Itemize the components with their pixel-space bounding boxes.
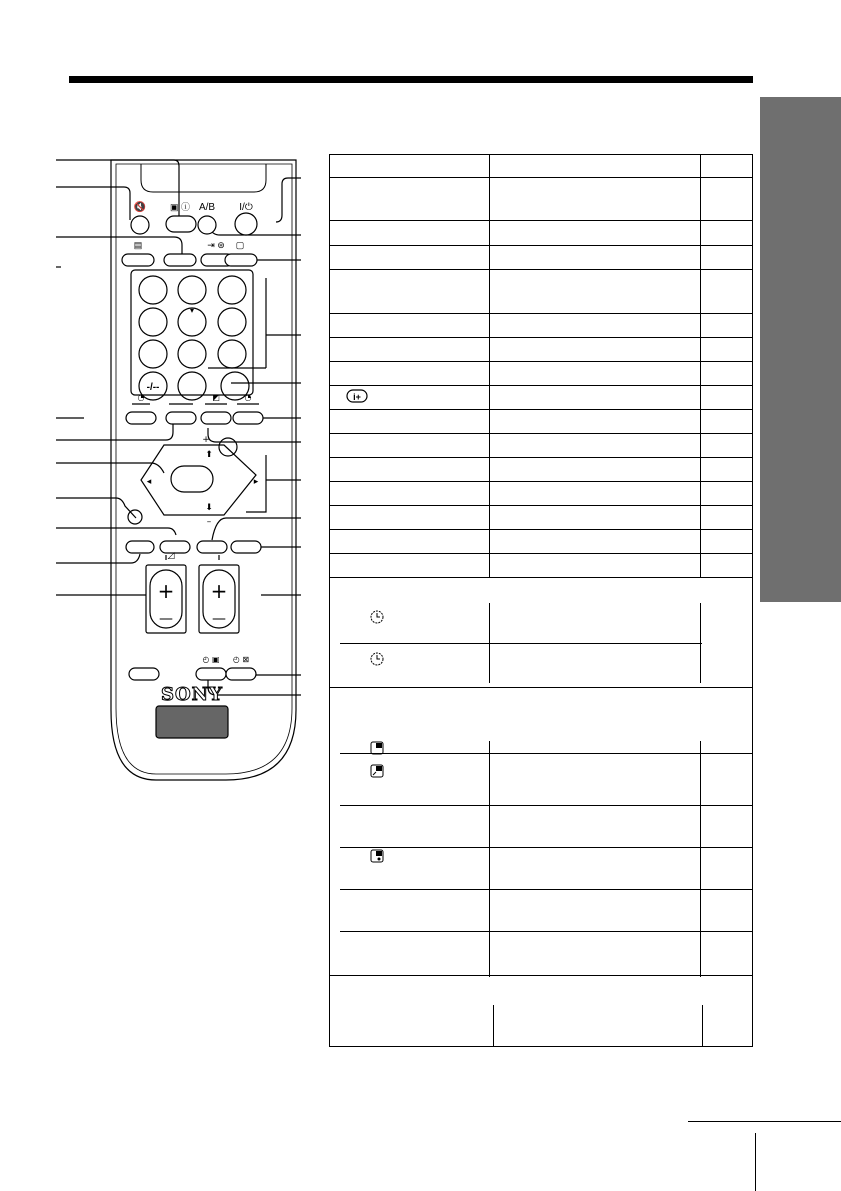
tv-button	[164, 254, 196, 266]
svg-text:◔: ◔	[244, 393, 252, 402]
svg-text:⬇: ⬇	[205, 503, 213, 513]
button-function-table	[329, 154, 753, 1047]
screen-button	[225, 254, 257, 266]
mute-button	[131, 216, 149, 234]
svg-text:▾: ▾	[189, 306, 195, 315]
svg-text:+: +	[210, 579, 228, 603]
svg-text:▣ ⓘ: ▣ ⓘ	[169, 202, 191, 212]
svg-text:◂: ◂	[146, 477, 152, 487]
svg-text:◩: ◩	[212, 393, 220, 402]
section-side-tab	[760, 97, 841, 602]
svg-text:◴ ⊠: ◴ ⊠	[232, 655, 250, 664]
top-rule	[69, 76, 753, 83]
clock-icon	[370, 610, 384, 624]
info-icon	[346, 388, 368, 404]
svg-text:i+: i+	[353, 392, 361, 402]
dashes-label: -/--	[146, 382, 160, 393]
power-button	[235, 213, 257, 235]
remote-brand-logo: SONY	[161, 684, 223, 705]
svg-text:⬆: ⬆	[205, 450, 213, 460]
teletext-button	[166, 216, 196, 232]
svg-text:◔: ◔	[137, 393, 145, 402]
mute-icon: 🔇	[133, 202, 147, 213]
pip-position-icon	[370, 849, 384, 863]
power-label: I/⏻	[239, 202, 253, 213]
svg-text:–: –	[206, 517, 212, 527]
svg-text:▤: ▤	[133, 240, 143, 250]
ab-sound-button	[198, 216, 216, 234]
clock-icon	[370, 652, 384, 666]
footer-rule	[688, 1121, 841, 1122]
svg-text:+: +	[202, 435, 210, 445]
svg-text:—: —	[159, 611, 173, 627]
pip-icon	[370, 741, 384, 755]
footer-divider	[755, 1133, 756, 1191]
svg-text:+: +	[157, 579, 175, 603]
svg-text:▢: ▢	[235, 240, 245, 250]
svg-text:⇥ ⊛: ⇥ ⊛	[207, 240, 225, 250]
svg-text:▸: ▸	[253, 477, 259, 487]
remote-control-illustration	[56, 150, 301, 790]
svg-text:◿: ◿	[167, 551, 175, 561]
ab-label: A/B	[198, 202, 216, 213]
svg-text:—: —	[212, 611, 226, 627]
text-button	[122, 254, 154, 266]
svg-text:◴ ▣: ◴ ▣	[202, 655, 220, 664]
swap-icon	[370, 764, 384, 778]
